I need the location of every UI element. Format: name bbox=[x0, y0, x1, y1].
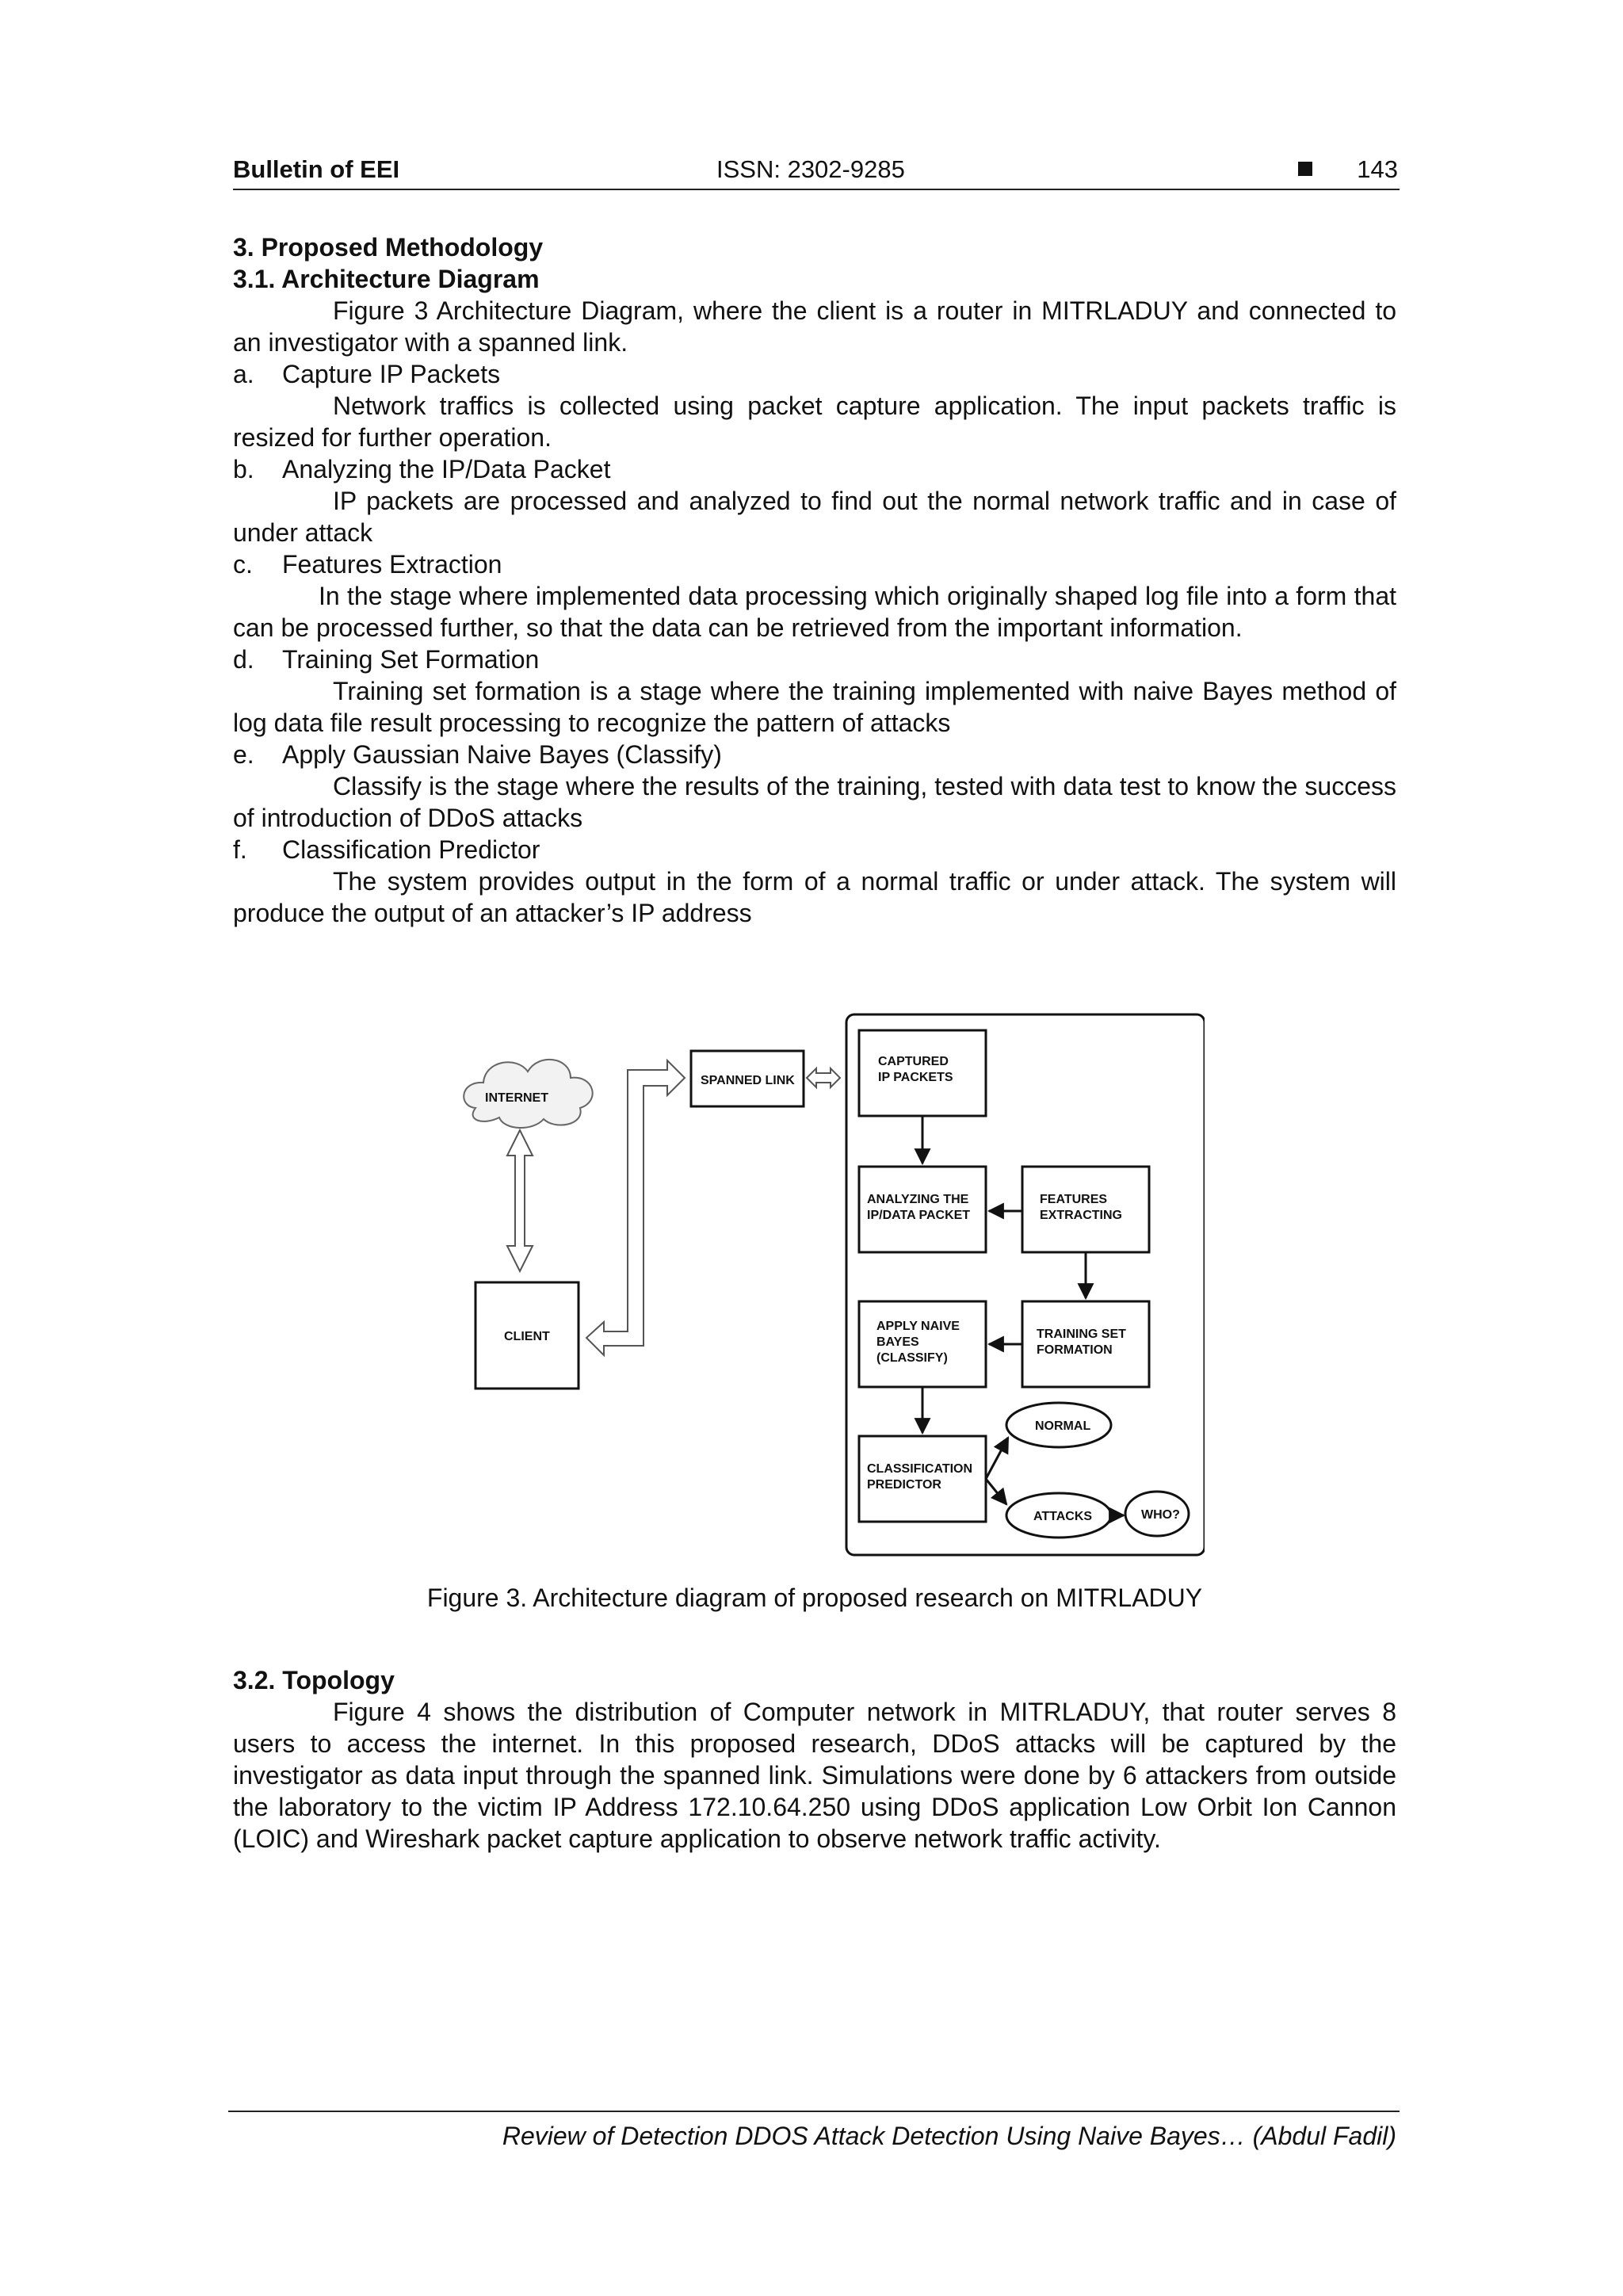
list-marker: a. bbox=[233, 360, 254, 388]
list-item-title: Analyzing the IP/Data Packet bbox=[282, 455, 611, 483]
arrow-to-attacks bbox=[986, 1479, 1006, 1504]
list-item bbox=[233, 644, 1396, 675]
analyzing-label-line1: ANALYZING THE bbox=[867, 1193, 969, 1206]
internet-label: INTERNET bbox=[485, 1091, 548, 1105]
classification-label-line1: CLASSIFICATION bbox=[867, 1462, 973, 1476]
list-marker: b. bbox=[233, 455, 254, 483]
list-item-title: Classification Predictor bbox=[282, 835, 540, 864]
list-marker: f. bbox=[233, 835, 247, 864]
spanned-link-connector bbox=[807, 1068, 840, 1087]
classification-label-line2: PREDICTOR bbox=[867, 1478, 941, 1492]
list-marker: c. bbox=[233, 550, 253, 579]
attacks-label: ATTACKS bbox=[1033, 1510, 1093, 1523]
training-label-line1: TRAINING SET bbox=[1037, 1328, 1126, 1341]
figure-caption: Figure 3. Architecture diagram of proposed research on MITRLADUY bbox=[426, 1584, 1203, 1612]
subsection-title: 3.1. Architecture Diagram bbox=[233, 265, 540, 293]
paragraph: Figure 3 Architecture Diagram, where the client is a router in MITRLADUY and connected to an investigator with a spanned link. bbox=[233, 296, 1396, 357]
arrow-to-normal bbox=[986, 1438, 1008, 1479]
section-3-2-body bbox=[233, 1664, 1396, 1855]
paragraph: Classify is the stage where the results of the training, tested with data test to know the success of introduction of DDoS attacks bbox=[233, 772, 1396, 832]
page-number: 143 bbox=[1357, 155, 1398, 183]
paragraph: The system provides output in the form of a normal traffic or under attack. The system will produce the output of an attacker’s IP address bbox=[233, 867, 1396, 927]
internet-cloud-icon bbox=[464, 1060, 592, 1128]
paragraph: Figure 4 shows the distribution of Computer network in MITRLADUY, that router serves 8 users to access the internet. In this proposed research, DDoS attacks will be captured by the investigator as data input through the spanned link. Simulations were done by 6 attackers from outside the laboratory to the victim IP Address 172.10.64.250 using DDoS application Low Orbit Ion Cannon (LOIC) and Wireshark packet capture application to observe network traffic activity. bbox=[233, 1698, 1396, 1853]
list-item-title: Capture IP Packets bbox=[282, 360, 501, 388]
section-3-body bbox=[233, 231, 1396, 929]
normal-label: NORMAL bbox=[1035, 1419, 1091, 1433]
list-marker: e. bbox=[233, 740, 254, 769]
list-item-title: Training Set Formation bbox=[282, 645, 540, 674]
who-label: WHO? bbox=[1141, 1508, 1180, 1522]
list-item bbox=[233, 834, 1396, 865]
list-item bbox=[233, 358, 1396, 390]
spanned-link-label: SPANNED LINK bbox=[701, 1074, 795, 1087]
paragraph: Network traffics is collected using packet capture application. The input packets traffic is resized for further operation. bbox=[233, 392, 1396, 452]
subsection-title: 3.2. Topology bbox=[233, 1666, 395, 1694]
paragraph: In the stage where implemented data processing which originally shaped log file into a form that can be processed further, so that the data can be retrieved from the important information. bbox=[233, 582, 1396, 642]
architecture-diagram bbox=[444, 1005, 1205, 1560]
list-marker: d. bbox=[233, 645, 254, 674]
issn: ISSN: 2302-9285 bbox=[716, 155, 905, 183]
footer-text: Review of Detection DDOS Attack Detection Using Naive Bayes… (Abdul Fadil) bbox=[502, 2122, 1396, 2150]
captured-label-line2: IP PACKETS bbox=[878, 1071, 953, 1084]
client-label: CLIENT bbox=[504, 1330, 550, 1343]
list-item bbox=[233, 739, 1396, 770]
square-bullet-icon bbox=[1298, 162, 1312, 176]
captured-label-line1: CAPTURED bbox=[878, 1055, 949, 1068]
apply-label-line1: APPLY NAIVE bbox=[876, 1320, 960, 1333]
client-spanned-link-arrow bbox=[586, 1060, 685, 1355]
paragraph: IP packets are processed and analyzed to find out the normal network traffic and in case of under attack bbox=[233, 487, 1396, 547]
apply-label-line3: (CLASSIFY) bbox=[876, 1351, 948, 1365]
features-label-line1: FEATURES bbox=[1040, 1193, 1108, 1206]
running-header bbox=[233, 155, 1400, 190]
list-item-title: Apply Gaussian Naive Bayes (Classify) bbox=[282, 740, 722, 769]
journal-name: Bulletin of EEI bbox=[233, 155, 400, 183]
list-item bbox=[233, 453, 1396, 485]
list-item-title: Features Extraction bbox=[282, 550, 502, 579]
training-label-line2: FORMATION bbox=[1037, 1343, 1113, 1357]
section-title: 3. Proposed Methodology bbox=[233, 233, 544, 262]
paragraph: Training set formation is a stage where the training implemented with naive Bayes method of log data file result processing to recognize the pattern of attacks bbox=[233, 677, 1396, 737]
internet-client-link bbox=[507, 1130, 533, 1271]
list-item bbox=[233, 548, 1396, 580]
analyzing-label-line2: IP/DATA PACKET bbox=[867, 1209, 971, 1222]
running-footer bbox=[228, 2111, 1400, 2150]
apply-label-line2: BAYES bbox=[876, 1335, 919, 1349]
features-label-line2: EXTRACTING bbox=[1040, 1209, 1122, 1222]
